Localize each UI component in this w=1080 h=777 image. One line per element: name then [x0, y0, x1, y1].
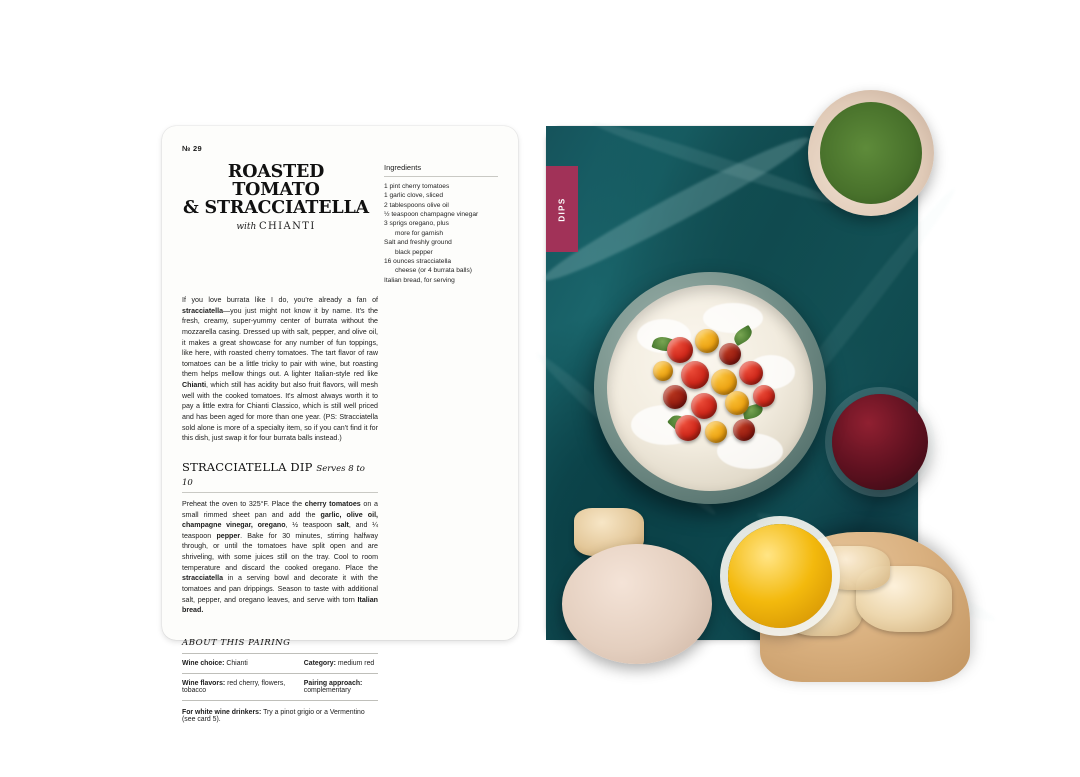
wine-name: CHIANTI: [258, 220, 316, 232]
card-header-row: [182, 163, 498, 285]
intro-paragraph: If you love burrata like I do, you're already a fan of stracciatella—you just might not know it by name. It's the fresh, creamy, super-yummy center of burrata without the mozzarella casing. Dressed up with salt, pepper, and olive oil, it makes a great showcase for any number of fun toppings, like here, with roasted cherry tomatoes. The tart flavor of raw tomatoes can be a little tricky to pair with wine, but roasting them helps mellow things out. A lighter Italian-style red like Chianti, which still has acidity but also fruit flavors, will mesh well with the cooked tomatoes. It's almost always worth it to pay a little extra for Chianti Classico, which is still well priced and has been aged for more than one year. (PS: Stracciatella sold alone is more of a specialty item, so if you can't find it for this dish, just swap it for four burrata balls instead.): [182, 295, 378, 443]
ingredients-heading: Ingredients: [384, 163, 422, 172]
ingredients-column: [378, 163, 498, 285]
ingredient-item: 1 garlic clove, sliced: [384, 192, 444, 200]
pairing-cell-right: Category: medium red: [292, 654, 378, 674]
food-photograph: [546, 126, 918, 640]
section-tab-label: DIPS: [557, 196, 567, 222]
pairing-cell-left: Wine choice: Chianti: [182, 654, 292, 674]
ingredient-item: more for garnish: [395, 229, 444, 237]
white-wine-note-label: For white wine drinkers:: [182, 708, 262, 716]
ingredient-item: 16 ounces stracciatella: [384, 257, 452, 265]
stracciatella-bowl: [594, 272, 826, 504]
recipe-card-front: [162, 126, 518, 723]
pairing-cell-right: Pairing approach: complementary: [292, 673, 378, 700]
ingredient-item: black pepper: [395, 248, 433, 256]
section-tab-dips: [546, 166, 578, 252]
pairing-table: [182, 654, 378, 701]
herb-bowl: [808, 90, 934, 216]
body-column: [182, 295, 378, 723]
ingredient-item: Salt and freshly ground: [384, 239, 452, 247]
with-word: with: [236, 221, 257, 232]
pairing-heading: ABOUT THIS PAIRING: [182, 637, 291, 648]
stracciatella-cheese: [607, 285, 813, 491]
wine-glass: [832, 394, 928, 490]
white-wine-note-value: Try a pinot grigio or a Vermentino (see card 5).: [182, 708, 365, 723]
ingredient-item: cheese (or 4 burrata balls): [395, 267, 472, 275]
olive-oil-bowl: [728, 524, 832, 628]
method-paragraph: Preheat the oven to 325°F. Place the cherry tomatoes on a small rimmed sheet pan and add the garlic, olive oil, champagne vinegar, oregano, ½ teaspoon salt, and ¼ teaspoon pepper. Bake for 30 minutes, stirring halfway through, or until the tomatoes have split open and are shriveling, with some juices still on the tray. Cool to room temperature and discard the cooked oregano. Place the stracciatella in a serving bowl and decorate it with the tomatoes and pan drippings. Season to taste with additional salt, pepper, and oregano leaves, and serve with torn Italian bread.: [182, 499, 379, 615]
side-plate: [562, 544, 712, 664]
ingredient-item: ½ teaspoon champagne vinegar: [384, 211, 479, 219]
recipe-serves: Serves 8 to 10: [182, 463, 365, 488]
recipe-subheading-text: STRACCIATELLA DIP: [182, 459, 313, 474]
pairing-row: [182, 654, 378, 674]
recipe-title-line-1: ROASTED TOMATO: [227, 162, 325, 201]
pairing-cell-left: Wine flavors: red cherry, flowers, tobacco: [182, 673, 292, 700]
ingredients-divider: [384, 176, 498, 177]
title-column: [182, 163, 378, 232]
ingredient-item: 2 tablespoons olive oil: [384, 201, 449, 209]
ingredients-list: [384, 182, 498, 285]
card-number: № 29: [182, 144, 202, 153]
ingredient-item: 1 pint cherry tomatoes: [384, 183, 450, 190]
recipe-title: [182, 163, 370, 218]
ingredient-item: 3 sprigs oregano, plus: [384, 220, 449, 228]
white-wine-note: [182, 709, 378, 723]
wine-pairing-subtitle: [182, 221, 370, 232]
recipe-card-back-photo: [546, 126, 918, 640]
pairing-row: [182, 673, 378, 700]
recipe-divider: [182, 492, 378, 493]
ingredient-item: Italian bread, for serving: [384, 276, 455, 284]
recipe-title-line-2: & STRACCIATELLA: [183, 198, 369, 219]
recipe-subheading: [182, 460, 378, 488]
